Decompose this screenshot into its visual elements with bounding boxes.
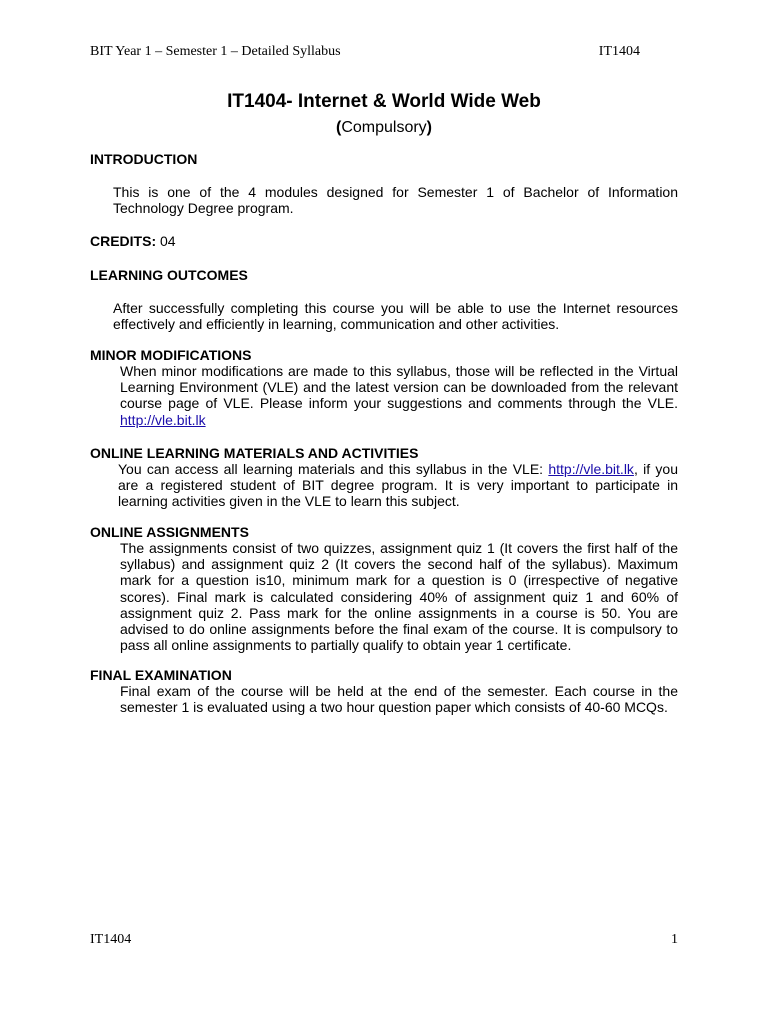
subtitle-open-paren: ( [335, 119, 342, 136]
running-header [90, 44, 640, 60]
minor-modifications-text [120, 363, 678, 428]
subtitle-text: Compulsory [341, 119, 427, 136]
title-block [0, 90, 768, 138]
header-right-text: IT1404 [598, 44, 640, 59]
final-examination-text: Final exam of the course will be held at the end of the semester. Each course in the semester 1 is evaluated using a two hour question paper which consists of 40-60 MCQs. [120, 683, 678, 716]
document-subtitle [0, 118, 768, 138]
credits-line [90, 233, 176, 249]
minor-modifications-body: When minor modifications are made to this syllabus, those will be reflected in the Virtual Learning Environment (VLE) and the latest version can be downloaded from the relevant course page of VLE. Please inform your suggestions and comments through the VLE. [120, 363, 678, 412]
online-assignments-heading: ONLINE ASSIGNMENTS [90, 524, 249, 540]
subtitle-close-paren: ) [426, 119, 432, 136]
online-materials-text [118, 461, 678, 510]
learning-outcomes-text: After successfully completing this course you will be able to use the Internet resources effectively and efficiently in learning, communication and other activities. [113, 300, 678, 333]
credits-label: CREDITS: [90, 233, 157, 249]
vle-link[interactable]: http://vle.bit.lk [548, 461, 634, 477]
minor-modifications-heading: MINOR MODIFICATIONS [90, 347, 252, 363]
introduction-text: This is one of the 4 modules designed for Semester 1 of Bachelor of Information Technology Degree program. [113, 184, 678, 217]
page-number: 1 [671, 932, 678, 947]
online-materials-body-before: You can access all learning materials and this syllabus in the VLE: [118, 461, 549, 477]
vle-link[interactable]: http://vle.bit.lk [120, 411, 206, 428]
online-materials-heading: ONLINE LEARNING MATERIALS AND ACTIVITIES [90, 445, 419, 461]
header-left-text: BIT Year 1 – Semester 1 – Detailed Syllabus [90, 44, 341, 59]
credits-value: 04 [156, 233, 176, 249]
learning-outcomes-heading: LEARNING OUTCOMES [90, 267, 248, 283]
document-title: IT1404- Internet & World Wide Web [227, 91, 541, 112]
running-footer [90, 932, 678, 948]
introduction-heading: INTRODUCTION [90, 151, 198, 167]
footer-course-code: IT1404 [90, 932, 132, 947]
online-assignments-text: The assignments consist of two quizzes, assignment quiz 1 (It covers the first half of the syllabus) and assignment quiz 2 (It covers the second half of the syllabus). Maximum mark for a question is10, minimum mark for a question is 0 (irrespective of negative scores). Final mark is calculated considering 40% of assignment quiz 1 and 60% of assignment quiz 2. Pass mark for the online assignments in a course is 50. You are advised to do online assignments before the final exam of the course. It is compulsory to pass all online assignments to partially qualify to obtain year 1 certificate. [120, 540, 678, 654]
online-materials-body-after: , if you are a registered student of BIT degree program. It is very important to participate in learning activities given in the VLE to learn this subject. [118, 461, 678, 510]
final-examination-heading: FINAL EXAMINATION [90, 667, 232, 683]
